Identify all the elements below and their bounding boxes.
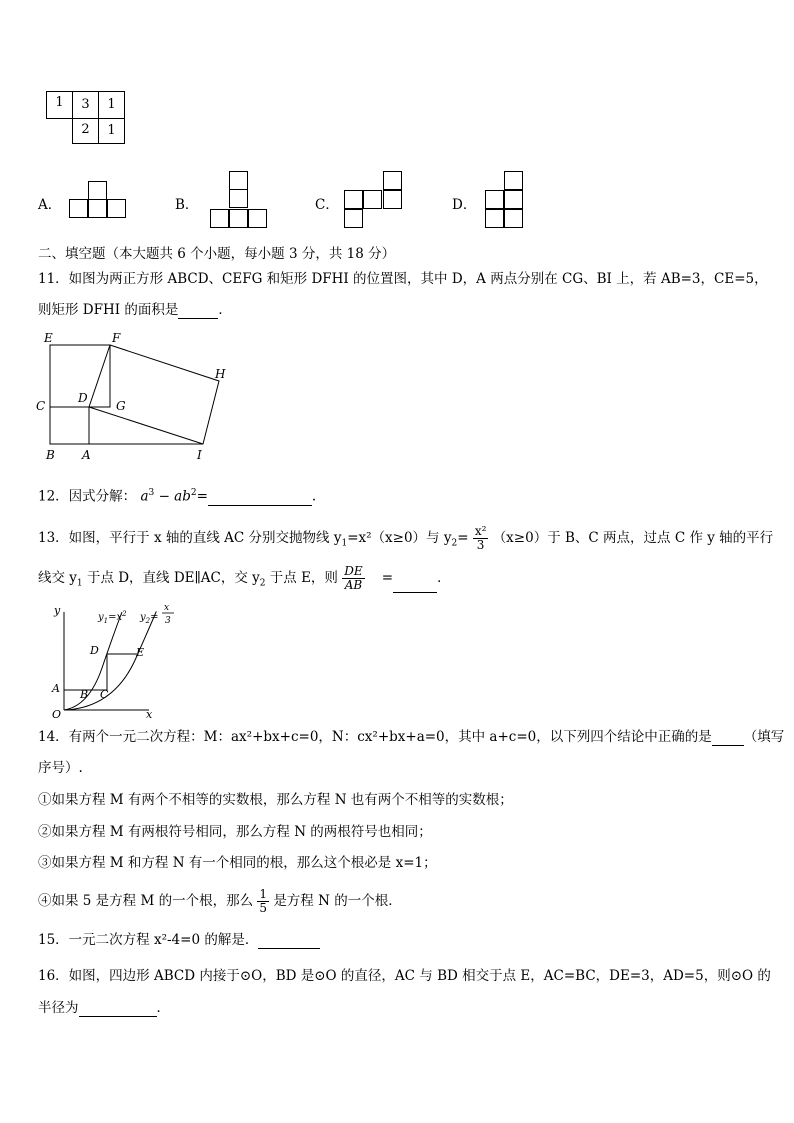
option-label: D．: [452, 197, 477, 213]
section-title: 二、填空题（本大题共 6 个小题，每小题 3 分，共 18 分）: [38, 246, 396, 262]
answer-blank[interactable]: [712, 731, 744, 746]
grid-cell: 3: [72, 91, 99, 119]
question-text: 14．有两个一元二次方程：M：ax²+bx+c=0，N：cx²+bx+a=0，其中 a+c=0，以下列四个结论中正确的是: [38, 729, 712, 745]
answer-blank[interactable]: [208, 491, 312, 506]
label-i: I: [197, 448, 202, 462]
question-13-line2: [38, 565, 451, 593]
grid-cell: 1: [46, 91, 73, 119]
question-text: 于点 E，则: [265, 570, 338, 586]
sup: 2: [190, 488, 197, 498]
question-text: 15．一元二次方程 x²-4=0 的解是．: [38, 932, 259, 948]
sub: 1: [341, 538, 348, 549]
grid-cell: 1: [98, 91, 125, 119]
question-text: 12．因式分解：: [38, 488, 137, 505]
point-a: A: [52, 682, 60, 695]
curve1-label: $y_1=x^2$: [98, 610, 127, 625]
question-14-line2: 序号）.: [38, 760, 83, 776]
label-d: D: [78, 391, 88, 405]
label-c: C: [36, 399, 46, 413]
question-16-line2: [38, 999, 170, 1017]
point-b: B: [80, 688, 89, 701]
grid-cell: 2: [72, 118, 99, 144]
fraction: [473, 525, 489, 552]
point-e: E: [136, 646, 145, 659]
option-label: C．: [315, 197, 339, 213]
question-text: 则矩形 DFHI 的面积是: [38, 302, 179, 318]
den: AB: [344, 578, 363, 592]
question-11-line2: [38, 301, 232, 319]
option-label: B．: [175, 197, 199, 213]
axis-x: x: [146, 708, 153, 720]
punct: .: [311, 488, 317, 505]
q14-item-4: [38, 888, 402, 915]
punct: ．: [437, 570, 451, 586]
num: 1: [259, 887, 268, 901]
label-a: A: [82, 448, 91, 462]
question-text: 于点 D，直线 DE∥AC，交 y: [82, 570, 260, 586]
answer-blank[interactable]: [393, 578, 437, 593]
q14-item-1: ①如果方程 M 有两个不相等的实数根，那么方程 N 也有两个不相等的实数根；: [38, 792, 513, 808]
question-11-line1: 11．如图为两正方形 ABCD、CEFG 和矩形 DFHI 的位置图，其中 D，A 两点分别在 CG、BI 上，若 AB=3，CE=5，: [38, 271, 768, 287]
punct: ．: [156, 1000, 170, 1016]
q13-figure: [44, 598, 184, 720]
expr: − ab: [154, 488, 191, 505]
question-text: 13．如图，平行于 x 轴的直线 AC 分别交抛物线 y: [38, 530, 342, 546]
q14-item-3: ③如果方程 M 和方程 N 有一个相同的根，那么这个根必是 x=1；: [38, 855, 437, 871]
axis-y: y: [54, 604, 61, 617]
q14-item-2: ②如果方程 M 有两根符号相同，那么方程 N 的两根符号也相同；: [38, 824, 432, 840]
num: DE: [344, 564, 363, 578]
answer-blank[interactable]: [178, 304, 218, 319]
num: x²: [474, 524, 487, 538]
question-text: 线交 y: [38, 570, 77, 586]
label-f: F: [112, 331, 121, 345]
label-h: H: [215, 367, 226, 381]
label-e: E: [44, 331, 53, 345]
grid-cell: 1: [98, 118, 125, 144]
question-text: ④如果 5 是方程 M 的一个根，那么: [38, 893, 254, 909]
question-text: =: [457, 530, 469, 546]
question-13-line1: [38, 525, 773, 553]
curve2-den: 3: [165, 616, 171, 626]
sub: 1: [76, 578, 83, 589]
question-15: [38, 931, 320, 949]
question-text: （x≥0）于 B、C 两点，过点 C 作 y 轴的平行: [492, 530, 774, 546]
label-g: G: [116, 399, 126, 413]
origin-o: O: [52, 708, 62, 720]
sup: 3: [148, 488, 155, 498]
option-label: A．: [38, 197, 62, 213]
answer-blank[interactable]: [258, 934, 320, 949]
expr: a: [140, 488, 149, 505]
question-text: （填写: [743, 729, 785, 745]
point-c: C: [100, 688, 109, 701]
den: 3: [476, 538, 485, 552]
eq: =: [196, 488, 208, 505]
fraction: [342, 565, 364, 592]
curve2-label: $y_2=$: [140, 612, 159, 625]
fraction: [257, 888, 269, 915]
sub: 2: [451, 538, 458, 549]
den: 5: [259, 901, 268, 915]
question-12: [38, 484, 316, 506]
question-text: =x²（x≥0）与 y: [347, 530, 452, 546]
label-b: B: [46, 448, 55, 462]
question-text: 是方程 N 的一个根．: [273, 893, 402, 909]
question-14-line1: [38, 728, 784, 746]
answer-blank[interactable]: [79, 1002, 157, 1017]
eq: =: [381, 570, 394, 586]
sub: 2: [259, 578, 266, 589]
question-text: 半径为: [38, 1000, 79, 1016]
q11-figure: [30, 328, 240, 466]
punct: ．: [218, 302, 232, 318]
curve2-num: x: [164, 603, 170, 613]
question-16-line1: 16．如图，四边形 ABCD 内接于⊙O，BD 是⊙O 的直径，AC 与 BD 相交于点 E，AC=BC，DE=3，AD=5，则⊙O 的: [38, 968, 771, 984]
point-d: D: [90, 644, 99, 657]
